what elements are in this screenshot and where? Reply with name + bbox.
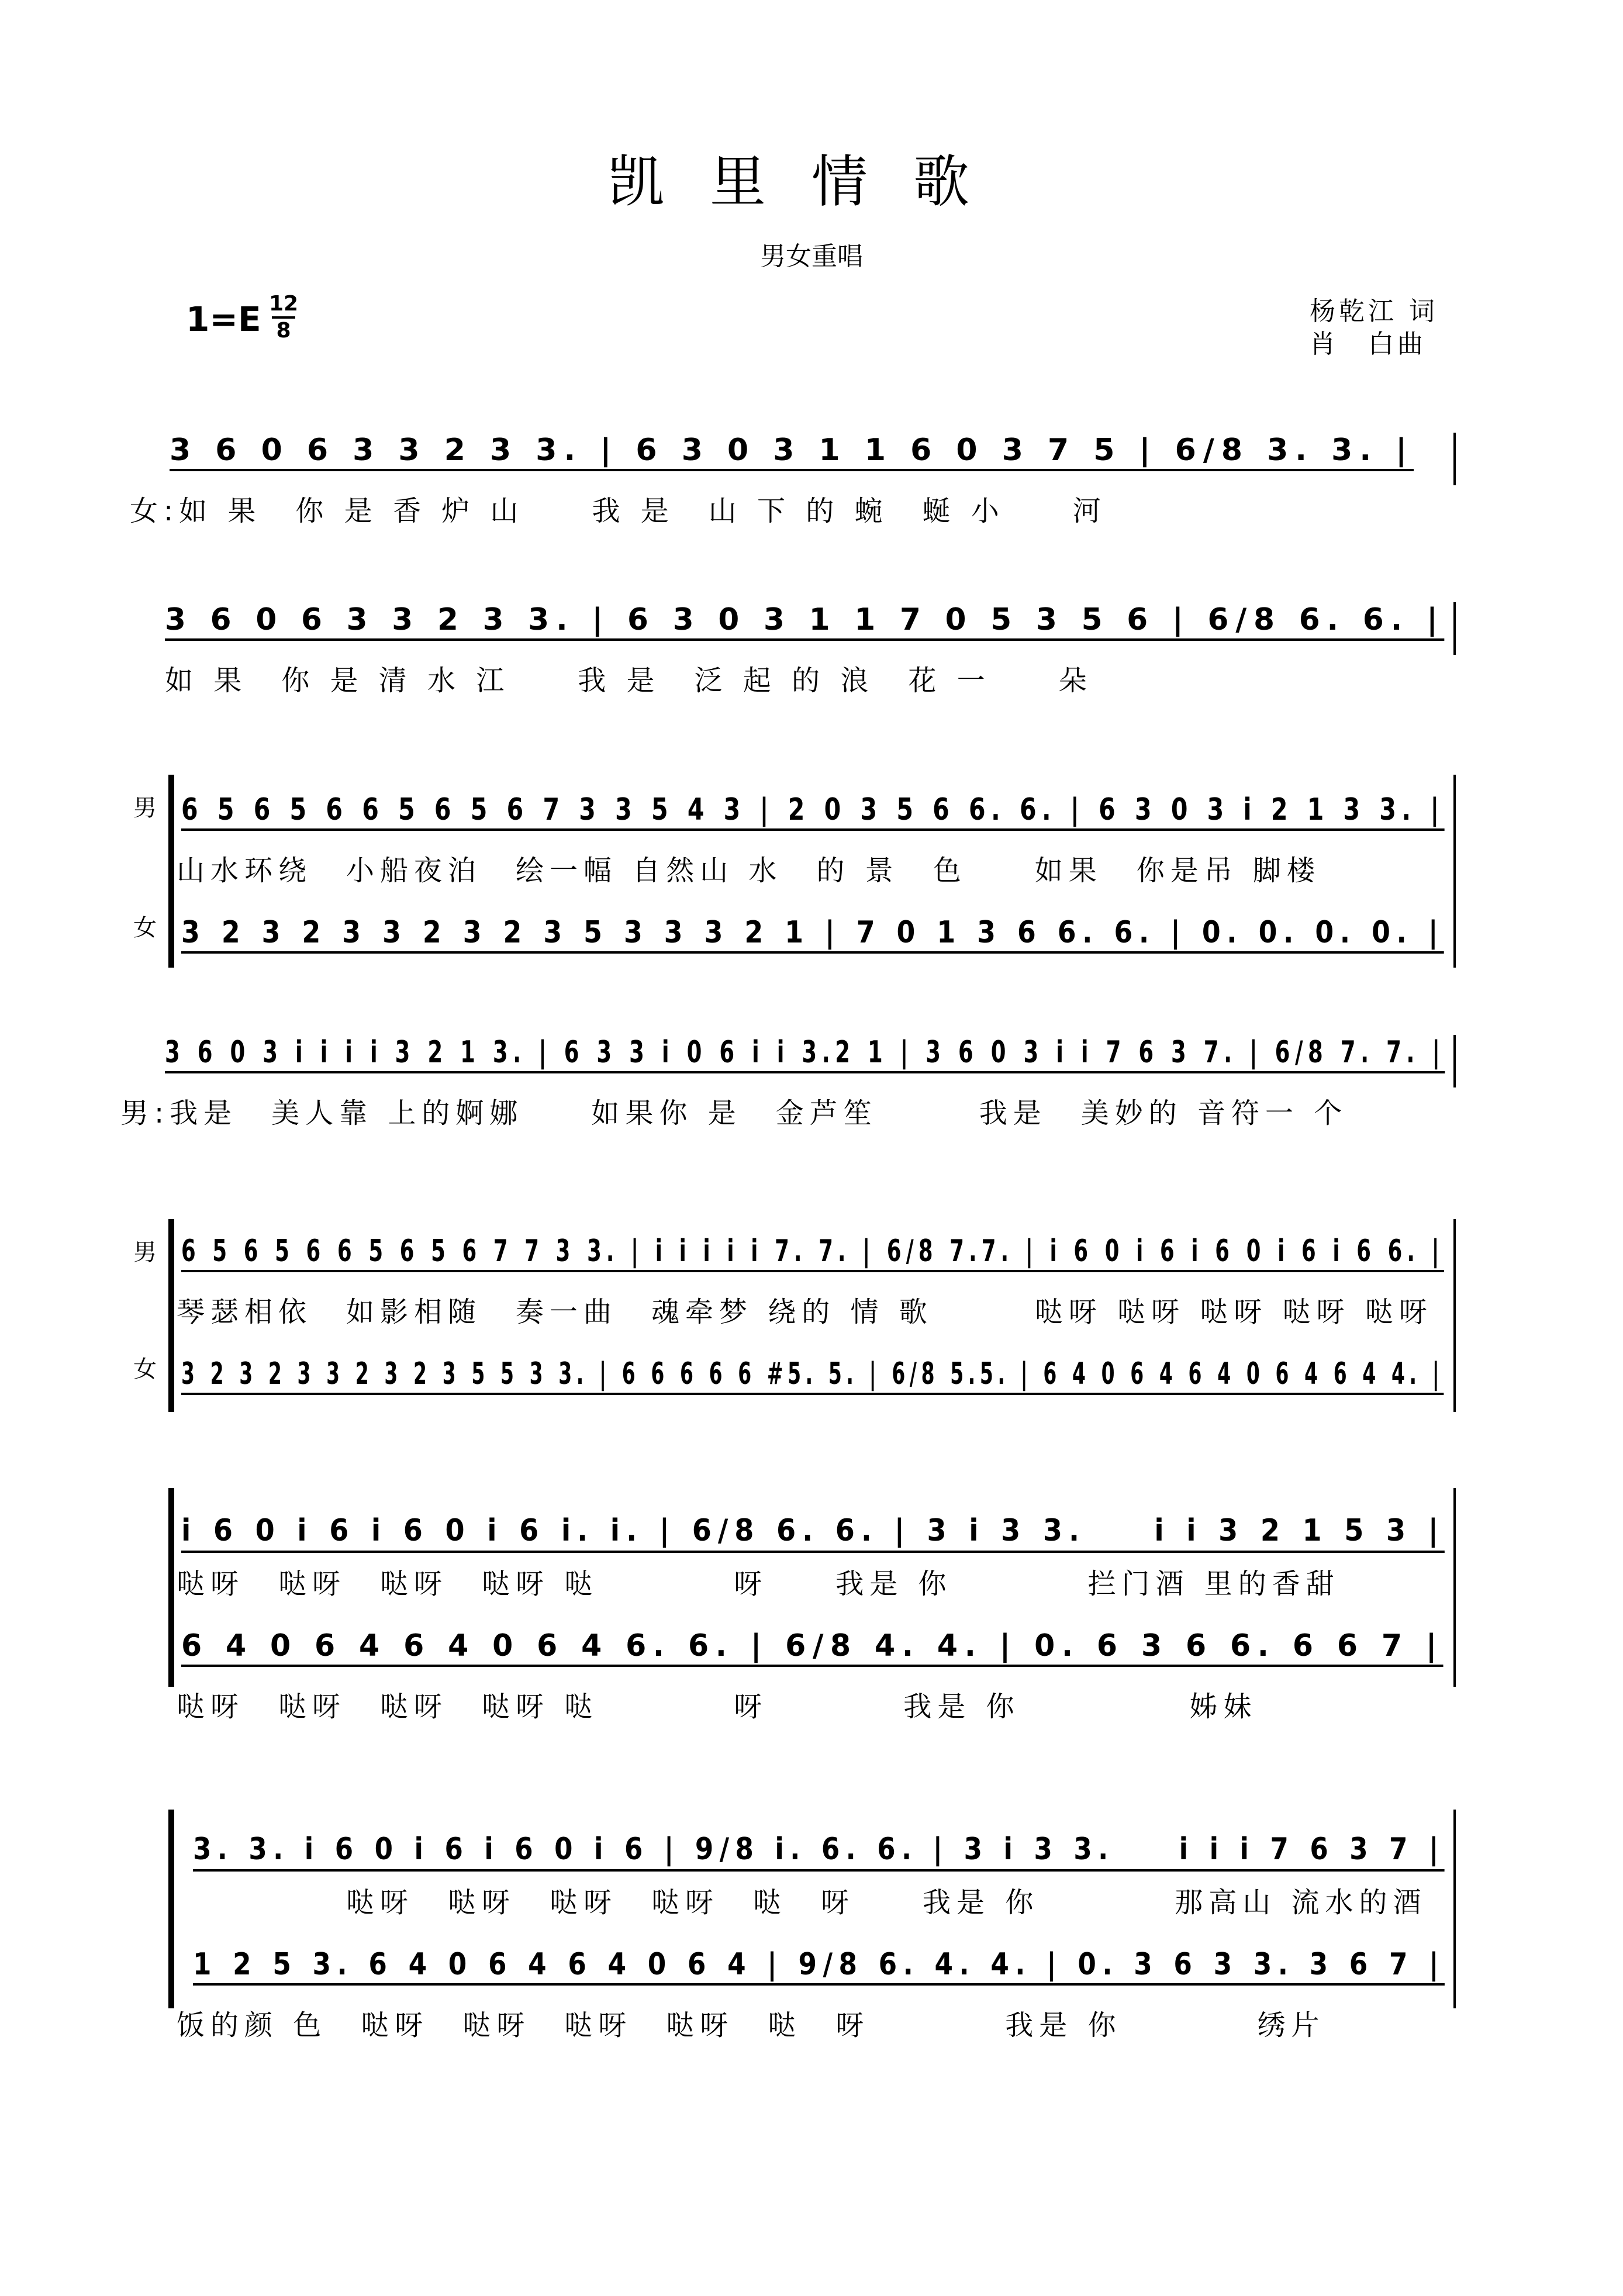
score-title: 凯里情歌	[608, 149, 1015, 215]
notation-line: 3. 3. i 6 0 i 6 i 6 0 i 6 | 9/8 i. 6. 6. | 3 i 3 3. i i i 7 6 3 7 |	[193, 1824, 1445, 1872]
system-6-female	[0, 1628, 1623, 1723]
notation-line: 3 6 0 6 3 3 2 3 3. | 6 3 0 3 1 1 7 0 5 3 5 6 | 6/8 6. 6. |	[165, 602, 1445, 641]
system-7-male	[0, 1824, 1623, 1919]
time-signature	[269, 292, 298, 343]
lyrics-line: 哒呀 哒呀 哒呀 哒呀 哒 呀 我是 你 姊妹	[177, 1690, 1258, 1723]
lyrics-line: 琴瑟相依 如影相随 奏一曲 魂牵梦 绕的 情 歌 哒呀 哒呀 哒呀 哒呀 哒呀	[177, 1296, 1433, 1328]
system-5-female	[0, 1356, 1623, 1409]
notation-line: 3 2 3 2 3 3 2 3 2 3 5 3 3 3 2 1 | 7 0 1 3 6 6. 6. | 0. 0. 0. 0. |	[181, 915, 1444, 954]
notation-line: 3 2 3 2 3 3 2 3 2 3 5 5 3 3. | 6 6 6 6 6 #5. 5. | 6/8 5.5. | 6 4 0 6 4 6 4 0 6 4 6 4 4. |	[181, 1356, 1444, 1395]
lyrics-line: 山水环绕 小船夜泊 绘一幅 自然山 水 的 景 色 如果 你是吊 脚楼	[177, 854, 1321, 887]
lyrics-line: 饭的颜 色 哒呀 哒呀 哒呀 哒呀 哒 呀 我是 你 绣片	[177, 2009, 1325, 2042]
system-7-female	[0, 1947, 1623, 2042]
lyrics-line: 如 果 你 是 清 水 江 我 是 泛 起 的 浪 花 一 朵	[165, 664, 1093, 697]
notation-line: i 6 0 i 6 i 6 0 i 6 i. i. | 6/8 6. 6. | 3 i 3 3. i i 3 2 1 5 3 |	[181, 1506, 1445, 1553]
part-label-female: 女	[133, 1356, 157, 1383]
system-6-male	[0, 1506, 1623, 1600]
notation-line: 6 5 6 5 6 6 5 6 5 6 7 3 3 5 4 3 | 2 0 3 5 6 6. 6. | 6 3 0 3 i 2 1 3 3. |	[181, 792, 1445, 831]
lyrics-line: 哒呀 哒呀 哒呀 哒呀 哒 呀 我是 你 拦门酒 里的香甜	[177, 1568, 1340, 1600]
notation-line: 6 4 0 6 4 6 4 0 6 4 6. 6. | 6/8 4. 4. | 0. 6 3 6 6. 6 6 7 |	[181, 1628, 1444, 1667]
key-signature: 1=E	[186, 299, 261, 339]
notation-line: 3 6 0 3 i i i i 3 2 1 3. | 6 3 3 i 0 6 i i 3.2 1 | 3 6 0 3 i i 7 6 3 7. | 6/8 7. 7. |	[165, 1035, 1445, 1073]
notation-line: 1 2 5 3. 6 4 0 6 4 6 4 0 6 4 | 9/8 6. 4. 4. | 0. 3 6 3 3. 3 6 7 |	[193, 1947, 1445, 1986]
notation-line: 3 6 0 6 3 3 2 3 3. | 6 3 0 3 1 1 6 0 3 7 5 | 6/8 3. 3. |	[170, 433, 1414, 471]
credits	[1310, 295, 1438, 361]
lyricist: 杨乾江 词	[1310, 296, 1438, 326]
system-2	[0, 602, 1623, 697]
time-signature-top: 12	[269, 292, 299, 316]
score-subtitle: 男女重唱	[760, 241, 863, 271]
part-label-male: 男	[133, 1239, 157, 1266]
part-label-female: 女	[133, 914, 157, 941]
part-label-male: 男	[133, 795, 157, 821]
system-3-male	[0, 792, 1623, 887]
system-3-female	[0, 915, 1623, 968]
lyrics-line: 女:如 果 你 是 香 炉 山 我 是 山 下 的 蜿 蜒 小 河	[130, 495, 1107, 527]
lyrics-line: 男:我是 美人靠 上的婀娜 如果你 是 金芦笙 我是 美妙的 音符一 个	[120, 1097, 1348, 1130]
system-4	[0, 1035, 1623, 1130]
time-signature-bottom: 8	[276, 319, 291, 343]
system-5-male	[0, 1234, 1623, 1328]
composer: 肖 白曲	[1310, 329, 1427, 359]
lyrics-line: 哒呀 哒呀 哒呀 哒呀 哒 呀 我是 你 那高山 流水的酒	[177, 1886, 1427, 1919]
notation-line: 6 5 6 5 6 6 5 6 5 6 7 7 3 3. | i i i i i 7. 7. | 6/8 7.7. | i 6 0 i 6 i 6 0 i 6 i 6 6. |	[181, 1234, 1444, 1272]
system-1	[0, 433, 1623, 527]
